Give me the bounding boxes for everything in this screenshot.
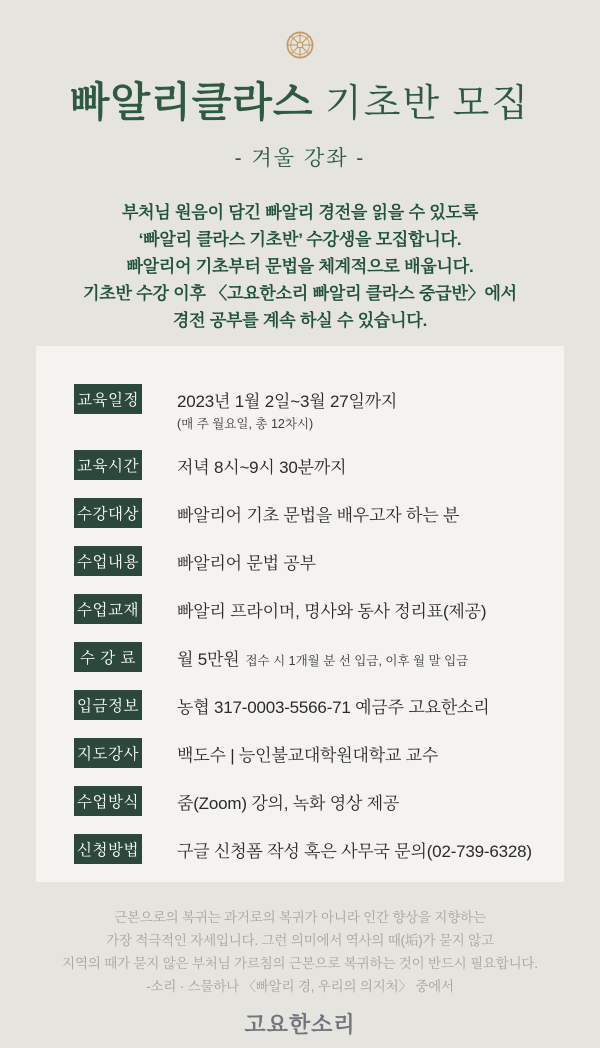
intro-line: 기초반 수강 이후 〈고요한소리 빠알리 클라스 중급반〉에서 [83,284,517,303]
title-main: 빠알리클라스 [69,79,314,125]
subtitle-season: - 겨울 강좌 - [234,147,366,170]
quote-line: 지역의 때가 묻지 않은 부처님 가르침의 근본으로 복귀하는 것이 반드시 필요합니다. [62,956,538,971]
intro-line: 부처님 원음이 담긴 빠알리 경전을 읽을 수 있도록 [121,203,479,222]
info-row-label: 수강대상 [74,498,142,528]
quote-line: -소리 · 스물하나 〈빠알리 경, 우리의 의지처〉 중에서 [146,979,454,994]
info-row-value: 저녁 8시~9시 30분까지 [177,458,347,477]
info-row-value: 월 5만원 [177,650,240,669]
intro-line: ‘빠알리 클라스 기초반’ 수강생을 모집합니다. [138,230,462,249]
quote-line: 가장 적극적인 자세입니다. 그런 의미에서 역사의 때(垢)가 묻지 않고 [106,933,494,948]
intro-paragraph [83,199,517,334]
info-row [74,384,544,432]
info-row-value: 2023년 1월 2일~3월 27일까지 [177,392,398,411]
footer-quote [62,906,538,998]
intro-line: 경전 공부를 계속 하실 수 있습니다. [172,311,428,330]
info-row-label: 수업방식 [74,786,142,816]
quote-line: 근본으로의 복귀는 과거로의 복귀가 아니라 인간 향상을 지향하는 [114,910,486,925]
info-panel [36,346,564,882]
info-row [74,738,544,768]
intro-line: 빠알리어 기초부터 문법을 체계적으로 배웁니다. [126,257,474,276]
info-row-content [177,690,489,718]
info-row-value: 빠알리어 기초 문법을 배우고자 하는 분 [177,506,460,525]
info-row-value: 줌(Zoom) 강의, 녹화 영상 제공 [177,794,400,813]
info-row-content [177,786,399,814]
info-row-content [177,642,468,670]
info-row [74,786,544,816]
info-row-label: 신청방법 [74,834,142,864]
info-row-content [177,738,438,766]
info-row [74,450,544,480]
info-row-label: 수업교재 [74,594,142,624]
info-row-value: 빠알리어 문법 공부 [177,554,316,573]
info-row-value: 백도수 | 능인불교대학원대학교 교수 [177,746,439,765]
info-row-label: 교육일정 [74,384,142,414]
info-row-label: 교육시간 [74,450,142,480]
info-row-label: 수업내용 [74,546,142,576]
info-row-content [177,546,316,574]
info-row [74,642,544,672]
info-row-value: 농협 317-0003-5566-71 예금주 고요한소리 [177,698,490,717]
title-rest: 기초반 모집 [313,83,531,125]
info-row-value: 빠알리 프라이머, 명사와 동사 정리표(제공) [177,602,487,621]
info-row-content [177,594,486,622]
info-row [74,594,544,624]
info-row [74,834,544,864]
organization-logo: 고요한소리 [244,1012,356,1037]
info-row [74,498,544,528]
info-row-content [177,450,346,478]
info-row [74,690,544,720]
info-row-label: 지도강사 [74,738,142,768]
dharma-wheel-icon [286,31,314,59]
info-row-note-block: (매 주 월요일, 총 12차시) [177,417,314,431]
info-row-label: 수 강 료 [74,642,142,672]
info-row-note-inline: 접수 시 1개월 분 선 입금, 이후 월 말 입금 [245,654,469,668]
info-row-content [177,384,397,432]
info-row-value: 구글 신청폼 작성 혹은 사무국 문의(02-739-6328) [177,842,532,861]
info-row-content [177,834,532,862]
info-row [74,546,544,576]
info-row-label: 입금정보 [74,690,142,720]
page-title [70,79,530,128]
info-row-content [177,498,459,526]
